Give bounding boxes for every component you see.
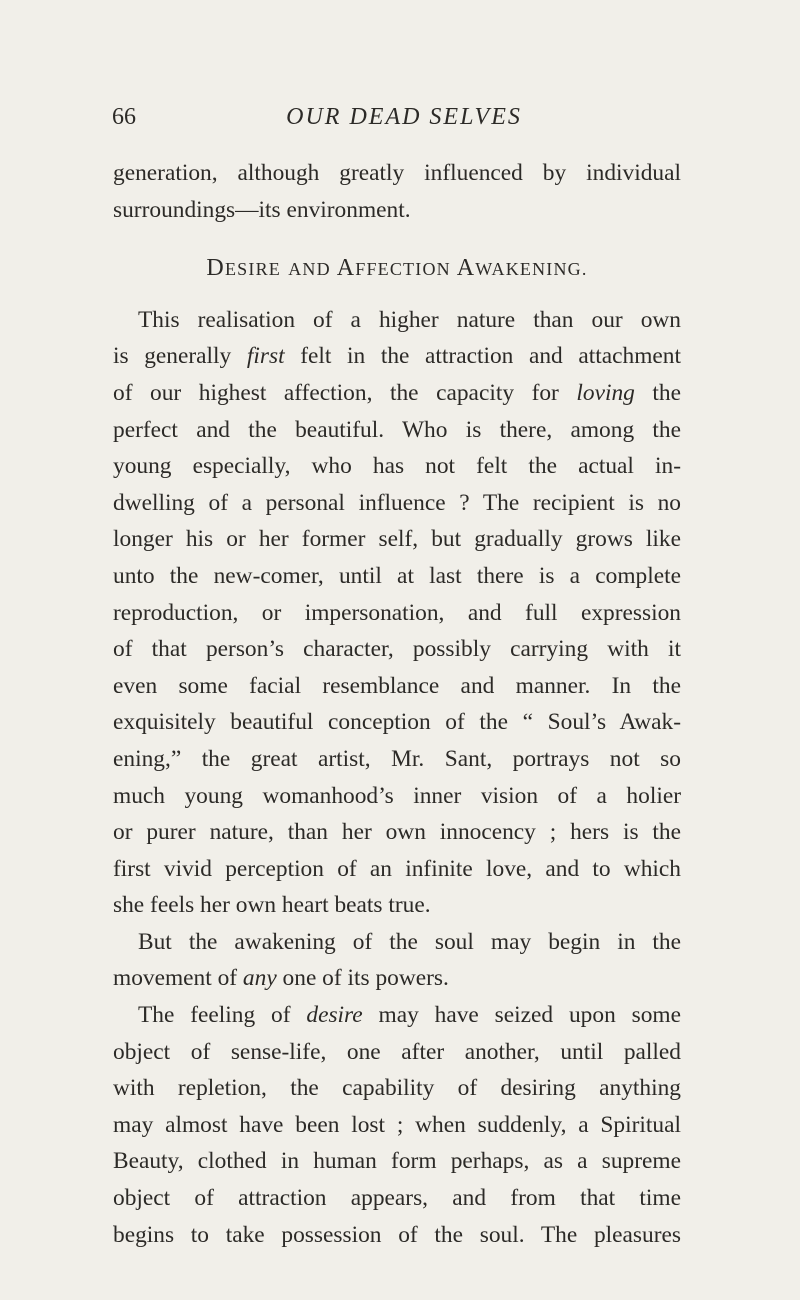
section-heading xyxy=(113,250,681,288)
text-line: object of sense-life, one after another, until palled xyxy=(113,1038,681,1065)
text-line: exquisitely beautiful conception of the “ Soul’s Awak- xyxy=(113,709,681,736)
body-text xyxy=(113,155,681,1253)
text-run: The feeling of xyxy=(138,1002,307,1029)
text-line xyxy=(113,997,681,1034)
page-number: 66 xyxy=(112,104,136,130)
text-run: of our highest affection, the capacity for xyxy=(113,379,577,406)
text-line: object of attraction appears, and from that time xyxy=(113,1185,681,1212)
text-run: felt in the attraction and attachment xyxy=(284,343,681,370)
text-line: even some facial resemblance and manner. In the xyxy=(113,672,681,699)
text-line: Beauty, clothed in human form perhaps, as a supreme xyxy=(113,1148,681,1175)
text-run: is generally xyxy=(113,343,247,370)
text-line xyxy=(113,960,681,997)
text-line: young especially, who has not felt the actual in- xyxy=(113,453,681,480)
text-line: much young womanhood’s inner vision of a holier xyxy=(113,782,681,809)
text-line: first vivid perception of an infinite love, and to which xyxy=(113,855,681,882)
heading-smallcaps: AND xyxy=(288,259,331,280)
text-line: perfect and the beautiful. Who is there, among the xyxy=(113,416,681,443)
heading-smallcaps: FFECTION xyxy=(355,259,451,280)
text-line: This realisation of a higher nature than our own xyxy=(138,306,681,333)
text-line xyxy=(113,338,681,375)
running-title: OUR DEAD SELVES xyxy=(286,104,522,130)
text-line: surroundings—its environment. xyxy=(113,196,411,223)
italic-word: any xyxy=(242,965,277,992)
text-line: or purer nature, than her own innocency ; hers is the xyxy=(113,819,681,846)
text-run: movement of xyxy=(113,965,243,992)
italic-word: desire xyxy=(306,1002,363,1029)
text-run: one of its powers. xyxy=(276,965,449,992)
text-line: she feels her own heart beats true. xyxy=(113,892,431,919)
text-line: generation, although greatly influenced by individual xyxy=(113,160,681,186)
text-line: unto the new-comer, until at last there is a complete xyxy=(113,562,681,589)
heading-smallcaps: WAKENING. xyxy=(475,259,588,280)
text-line: with repletion, the capability of desiring anything xyxy=(113,1075,681,1102)
text-line: of that person’s character, possibly carrying with it xyxy=(113,636,681,663)
text-line: longer his or her former self, but gradually grows like xyxy=(113,526,681,553)
text-run: the xyxy=(634,379,681,406)
text-run: may have seized upon some xyxy=(362,1002,681,1029)
heading-initial: D xyxy=(206,255,225,282)
running-head xyxy=(112,102,672,132)
text-line: dwelling of a personal influence ? The recipient is no xyxy=(113,489,681,516)
heading-initial: A xyxy=(336,255,356,282)
text-line: reproduction, or impersonation, and full expression xyxy=(113,599,681,626)
text-line: But the awakening of the soul may begin in the xyxy=(138,928,681,955)
italic-word: loving xyxy=(576,379,635,406)
text-line: may almost have been lost ; when suddenly, a Spiritual xyxy=(113,1111,681,1138)
text-line xyxy=(113,375,681,412)
heading-initial: A xyxy=(456,255,476,282)
text-line: ening,” the great artist, Mr. Sant, portrays not so xyxy=(113,745,681,772)
text-line: begins to take possession of the soul. The pleasures xyxy=(113,1221,681,1248)
italic-word: first xyxy=(246,343,285,370)
heading-smallcaps: ESIRE xyxy=(224,259,281,280)
